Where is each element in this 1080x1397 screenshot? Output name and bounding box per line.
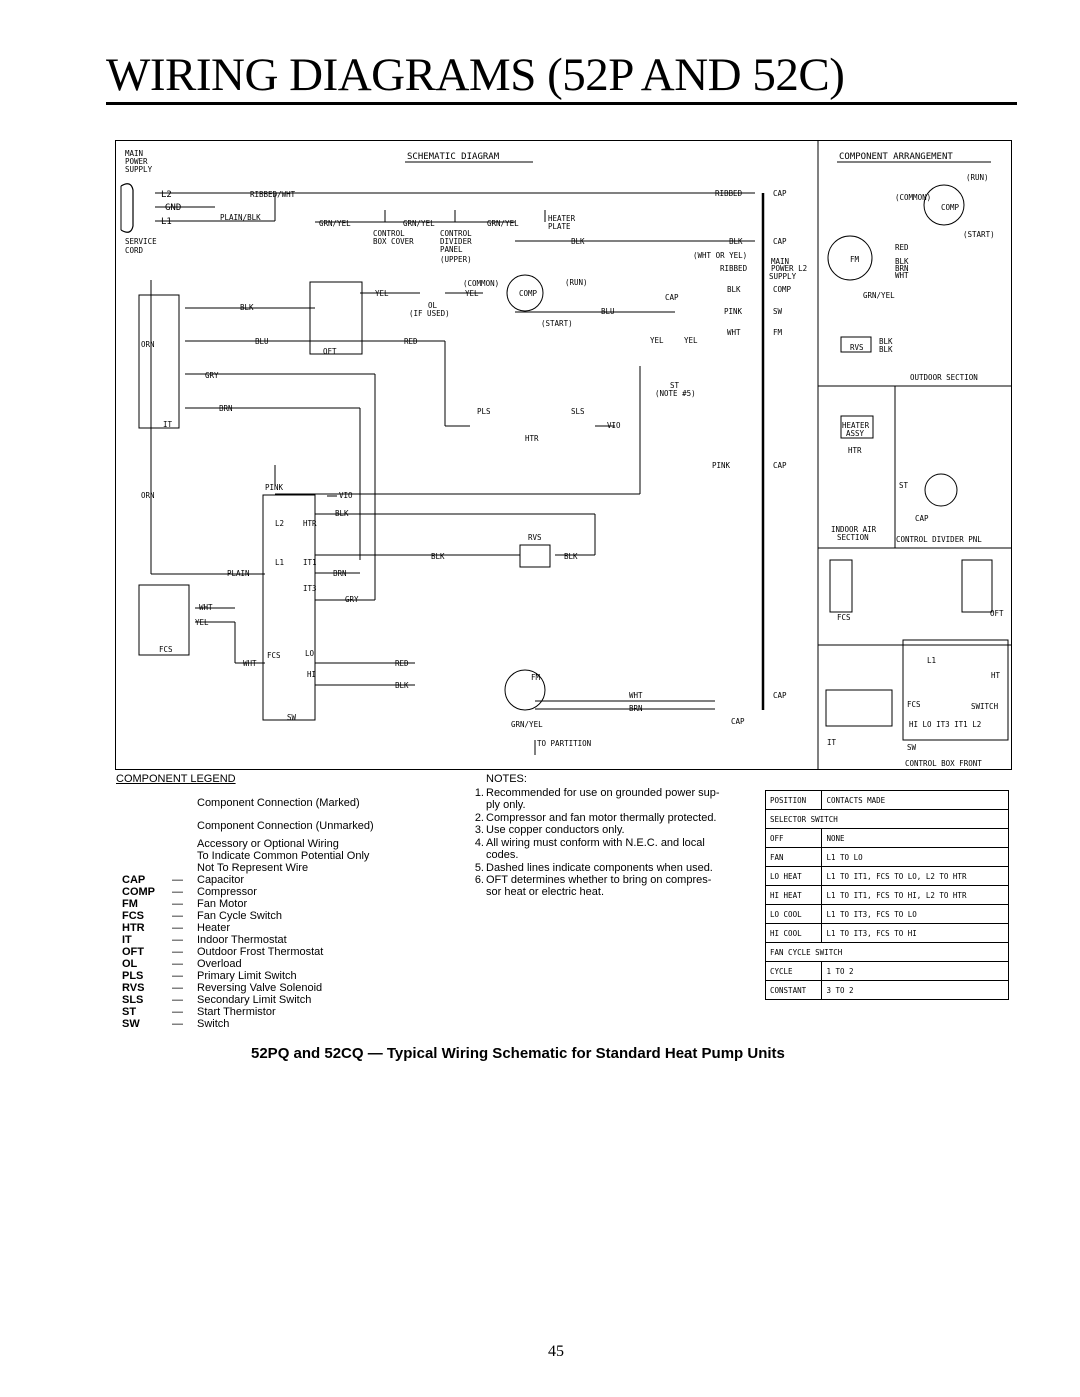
legend-heading: COMPONENT LEGEND xyxy=(116,773,236,785)
svg-text:ORN: ORN xyxy=(141,340,155,349)
svg-text:IT: IT xyxy=(827,738,837,747)
svg-text:BLK: BLK xyxy=(727,285,741,294)
legend-accessory-1: Accessory or Optional Wiring xyxy=(197,838,339,850)
svg-text:CORD: CORD xyxy=(125,246,144,255)
svg-text:BOX COVER: BOX COVER xyxy=(373,237,414,246)
table-cell: LO COOL xyxy=(766,905,822,924)
svg-text:SW: SW xyxy=(773,307,783,316)
svg-text:IT1: IT1 xyxy=(303,558,317,567)
svg-text:SERVICE: SERVICE xyxy=(125,237,157,246)
legend-desc: Reversing Valve Solenoid xyxy=(197,982,323,994)
svg-text:GRN/YEL: GRN/YEL xyxy=(511,720,543,729)
svg-text:(START): (START) xyxy=(541,319,573,328)
svg-text:BLK: BLK xyxy=(335,509,349,518)
svg-text:(RUN): (RUN) xyxy=(565,278,588,287)
svg-text:HTR: HTR xyxy=(303,519,317,528)
svg-text:PANEL: PANEL xyxy=(440,245,463,254)
svg-text:HT: HT xyxy=(991,671,1001,680)
svg-text:L1: L1 xyxy=(927,656,937,665)
svg-text:FCS: FCS xyxy=(267,651,281,660)
title-rule xyxy=(106,102,1017,105)
svg-text:WHT: WHT xyxy=(727,328,741,337)
svg-text:CONTROL: CONTROL xyxy=(440,229,472,238)
svg-text:ASSY: ASSY xyxy=(846,429,865,438)
table-section-title: SELECTOR SWITCH xyxy=(766,810,1009,829)
svg-text:SWITCH: SWITCH xyxy=(971,702,999,711)
svg-text:BRN: BRN xyxy=(219,404,233,413)
svg-text:SW: SW xyxy=(287,713,297,722)
wiring-diagram xyxy=(115,140,1012,770)
svg-text:SW: SW xyxy=(907,743,917,752)
note-number: 3. xyxy=(474,824,484,836)
page-number: 45 xyxy=(548,1343,564,1360)
svg-text:OFT: OFT xyxy=(990,609,1004,618)
svg-text:PINK: PINK xyxy=(712,461,731,470)
svg-text:BLU: BLU xyxy=(255,337,269,346)
svg-text:L2: L2 xyxy=(275,519,285,528)
svg-text:(IF USED): (IF USED) xyxy=(409,309,450,318)
note-number: 6. xyxy=(474,874,484,886)
svg-text:RIBBED: RIBBED xyxy=(715,189,743,198)
svg-text:FCS: FCS xyxy=(159,645,173,654)
legend-desc: Compressor xyxy=(197,886,257,898)
svg-text:WHT: WHT xyxy=(199,603,213,612)
legend-desc: Secondary Limit Switch xyxy=(197,994,312,1006)
svg-text:(WHT OR YEL): (WHT OR YEL) xyxy=(693,251,748,260)
svg-text:BLK: BLK xyxy=(240,303,254,312)
svg-text:ST: ST xyxy=(899,481,909,490)
svg-text:VIO: VIO xyxy=(339,491,353,500)
svg-text:HEATER: HEATER xyxy=(548,214,576,223)
svg-text:RVS: RVS xyxy=(528,533,542,542)
svg-text:BLK: BLK xyxy=(895,257,909,266)
notes-heading: NOTES: xyxy=(486,773,527,785)
svg-text:FM: FM xyxy=(531,673,541,682)
svg-text:BLK: BLK xyxy=(729,237,743,246)
svg-text:CAP: CAP xyxy=(731,717,745,726)
note-text: OFT determines whether to bring on compres- sor heat or electric heat. xyxy=(486,874,712,898)
table-cell: L1 TO IT3, FCS TO HI xyxy=(822,924,1009,943)
svg-text:YEL: YEL xyxy=(650,336,664,345)
table-cell: L1 TO LO xyxy=(822,848,1009,867)
svg-text:COMP: COMP xyxy=(941,203,960,212)
svg-text:RIBBED/WHT: RIBBED/WHT xyxy=(250,190,296,199)
svg-text:CAP: CAP xyxy=(773,691,787,700)
svg-text:CAP: CAP xyxy=(665,293,679,302)
svg-text:PLAIN: PLAIN xyxy=(227,569,250,578)
svg-text:BLK: BLK xyxy=(879,337,893,346)
svg-text:GRY: GRY xyxy=(345,595,359,604)
switch-table xyxy=(765,790,1009,1000)
figure-caption: 52PQ and 52CQ — Typical Wiring Schematic for Standard Heat Pump Units xyxy=(251,1045,785,1062)
svg-text:RED: RED xyxy=(895,243,909,252)
svg-text:BRN: BRN xyxy=(895,264,909,273)
table-cell: 3 TO 2 xyxy=(822,981,1009,1000)
legend-desc: Capacitor xyxy=(197,874,245,886)
svg-text:FCS: FCS xyxy=(837,613,851,622)
svg-text:RED: RED xyxy=(395,659,409,668)
svg-text:MAIN: MAIN xyxy=(771,257,790,266)
svg-text:CAP: CAP xyxy=(915,514,929,523)
svg-text:HI: HI xyxy=(307,670,317,679)
svg-text:PLATE: PLATE xyxy=(548,222,571,231)
legend-desc: Indoor Thermostat xyxy=(197,934,287,946)
svg-text:(RUN): (RUN) xyxy=(966,173,989,182)
svg-text:SUPPLY: SUPPLY xyxy=(125,165,153,174)
table-cell: HI HEAT xyxy=(766,886,822,905)
table-header: CONTACTS MADE xyxy=(822,791,1009,810)
notes xyxy=(466,773,756,898)
svg-text:SECTION: SECTION xyxy=(837,533,869,542)
legend-desc: Heater xyxy=(197,922,231,934)
svg-text:CONTROL DIVIDER PNL: CONTROL DIVIDER PNL xyxy=(896,535,982,544)
svg-text:COMP: COMP xyxy=(519,289,538,298)
table-cell: NONE xyxy=(822,829,1009,848)
svg-text:SCHEMATIC DIAGRAM: SCHEMATIC DIAGRAM xyxy=(407,152,500,162)
svg-text:L1: L1 xyxy=(161,217,172,227)
svg-text:GRN/YEL: GRN/YEL xyxy=(319,219,351,228)
note-number: 5. xyxy=(474,862,484,874)
svg-text:CAP: CAP xyxy=(773,237,787,246)
svg-text:DIVIDER: DIVIDER xyxy=(440,237,472,246)
svg-text:RIBBED: RIBBED xyxy=(720,264,748,273)
svg-text:OFT: OFT xyxy=(323,347,337,356)
svg-text:SLS: SLS xyxy=(571,407,585,416)
legend-desc: Primary Limit Switch xyxy=(197,970,297,982)
svg-text:VIO: VIO xyxy=(607,421,621,430)
component-legend: COMPONENT LEGEND Component Connection (Marked) Component Connection (Unmarked) Accessory or Optional Wiring To Indicate Common Potential Only Not To Represent Wire CAP — Capacitor COMP — Compressor FM — Fan Motor FCS — Fan Cycle Switch HTR — Heater IT — Indoor Thermostat OFT — Outdoor Frost Thermostat OL — Overload PLS — Primary Limit Switch RVS — Reversing Valve Solenoid SLS — Secondary Limit Switch ST — Start Thermistor SW — Switch xyxy=(116,773,476,785)
svg-text:BLK: BLK xyxy=(395,681,409,690)
legend-desc: Overload xyxy=(197,958,242,970)
svg-text:(UPPER): (UPPER) xyxy=(440,255,472,264)
table-cell: CONSTANT xyxy=(766,981,822,1000)
svg-text:PINK: PINK xyxy=(265,483,284,492)
note-text: Compressor and fan motor thermally protected. xyxy=(486,812,717,824)
svg-text:PLS: PLS xyxy=(477,407,491,416)
svg-text:GRN/YEL: GRN/YEL xyxy=(403,219,435,228)
table-cell: FAN xyxy=(766,848,822,867)
svg-text:L2: L2 xyxy=(161,190,172,200)
table-cell: LO HEAT xyxy=(766,867,822,886)
table-cell: L1 TO IT1, FCS TO HI, L2 TO HTR xyxy=(822,886,1009,905)
svg-text:YEL: YEL xyxy=(375,289,389,298)
svg-text:ORN: ORN xyxy=(141,491,155,500)
note-text: Use copper conductors only. xyxy=(486,824,625,836)
legend-abbr: OL xyxy=(122,958,138,970)
svg-text:GRN/YEL: GRN/YEL xyxy=(487,219,519,228)
svg-text:L1: L1 xyxy=(275,558,285,567)
svg-text:OL: OL xyxy=(428,301,438,310)
legend-desc: Switch xyxy=(197,1018,230,1030)
legend-abbr: SW xyxy=(122,1018,140,1030)
table-section-title: FAN CYCLE SWITCH xyxy=(766,943,1009,962)
svg-text:CONTROL: CONTROL xyxy=(373,229,405,238)
svg-text:CAP: CAP xyxy=(773,461,787,470)
legend-marked: Component Connection (Marked) xyxy=(197,797,360,809)
svg-text:RED: RED xyxy=(404,337,418,346)
note-text: Recommended for use on grounded power sup- ply only. xyxy=(486,787,720,811)
legend-abbr: IT xyxy=(122,934,132,946)
svg-text:GND: GND xyxy=(165,203,182,213)
svg-text:ST: ST xyxy=(670,381,680,390)
note-number: 2. xyxy=(474,812,484,824)
svg-text:FCS: FCS xyxy=(907,700,921,709)
svg-text:(NOTE #5): (NOTE #5) xyxy=(655,389,696,398)
svg-text:HTR: HTR xyxy=(848,446,862,455)
svg-text:HEATER: HEATER xyxy=(842,421,870,430)
table-cell: HI COOL xyxy=(766,924,822,943)
svg-text:COMPONENT ARRANGEMENT: COMPONENT ARRANGEMENT xyxy=(839,152,953,162)
svg-text:OUTDOOR SECTION: OUTDOOR SECTION xyxy=(910,373,978,382)
svg-text:BRN: BRN xyxy=(333,569,347,578)
svg-text:(COMMON): (COMMON) xyxy=(895,193,932,202)
svg-text:(COMMON): (COMMON) xyxy=(463,279,500,288)
legend-abbr: OFT xyxy=(122,946,144,958)
svg-text:FM: FM xyxy=(773,328,783,337)
svg-text:LO: LO xyxy=(305,649,315,658)
table-cell: CYCLE xyxy=(766,962,822,981)
table-header: POSITION xyxy=(766,791,822,810)
svg-text:HTR: HTR xyxy=(525,434,539,443)
legend-abbr: SLS xyxy=(122,994,144,1006)
svg-text:BLK: BLK xyxy=(564,552,578,561)
legend-abbr: FCS xyxy=(122,910,144,922)
svg-text:IT3: IT3 xyxy=(303,584,317,593)
svg-text:YEL: YEL xyxy=(195,618,209,627)
svg-text:CAP: CAP xyxy=(773,189,787,198)
svg-text:GRN/YEL: GRN/YEL xyxy=(863,291,895,300)
table-cell: L1 TO IT1, FCS TO LO, L2 TO HTR xyxy=(822,867,1009,886)
svg-text:WHT: WHT xyxy=(629,691,643,700)
svg-text:HI LO IT3 IT1 L2: HI LO IT3 IT1 L2 xyxy=(909,720,982,729)
legend-abbr: CAP xyxy=(122,874,146,886)
note-number: 4. xyxy=(474,837,484,849)
table-cell: L1 TO IT3, FCS TO LO xyxy=(822,905,1009,924)
diagram-frame xyxy=(116,141,1012,770)
svg-text:PINK: PINK xyxy=(724,307,743,316)
note-text: All wiring must conform with N.E.C. and local codes. xyxy=(486,837,705,861)
svg-text:(START): (START) xyxy=(963,230,995,239)
svg-text:INDOOR AIR: INDOOR AIR xyxy=(831,525,877,534)
svg-text:YEL: YEL xyxy=(465,289,479,298)
svg-text:IT: IT xyxy=(163,420,173,429)
svg-text:YEL: YEL xyxy=(684,336,698,345)
table-cell: OFF xyxy=(766,829,822,848)
legend-abbr: HTR xyxy=(122,922,145,934)
legend-abbr: COMP xyxy=(122,886,155,898)
svg-text:RVS: RVS xyxy=(850,343,864,352)
svg-text:CONTROL BOX FRONT: CONTROL BOX FRONT xyxy=(905,759,982,768)
svg-text:WHT: WHT xyxy=(243,659,257,668)
legend-desc: Start Thermistor xyxy=(197,1006,276,1018)
svg-text:POWER L2: POWER L2 xyxy=(771,264,808,273)
note-text: Dashed lines indicate components when used. xyxy=(486,862,713,874)
svg-text:BLK: BLK xyxy=(571,237,585,246)
legend-abbr: RVS xyxy=(122,982,145,994)
legend-accessory-2: To Indicate Common Potential Only xyxy=(197,850,370,862)
svg-text:BLK: BLK xyxy=(879,345,893,354)
table-cell: 1 TO 2 xyxy=(822,962,1009,981)
note-number: 1. xyxy=(474,787,484,799)
svg-text:POWER: POWER xyxy=(125,157,148,166)
svg-text:TO PARTITION: TO PARTITION xyxy=(537,739,592,748)
legend-abbr: FM xyxy=(122,898,138,910)
svg-text:BRN: BRN xyxy=(629,704,643,713)
legend-unmarked: Component Connection (Unmarked) xyxy=(197,820,374,832)
svg-text:COMP: COMP xyxy=(773,285,792,294)
legend-abbr: ST xyxy=(122,1006,137,1018)
legend-desc: Fan Motor xyxy=(197,898,248,910)
legend-accessory-3: Not To Represent Wire xyxy=(197,862,309,874)
svg-text:PLAIN/BLK: PLAIN/BLK xyxy=(220,213,261,222)
svg-text:SUPPLY: SUPPLY xyxy=(769,272,797,281)
svg-text:FM: FM xyxy=(850,255,860,264)
svg-text:MAIN: MAIN xyxy=(125,149,144,158)
legend-desc: Fan Cycle Switch xyxy=(197,910,282,922)
svg-text:BLK: BLK xyxy=(431,552,445,561)
svg-text:BLU: BLU xyxy=(601,307,615,316)
svg-text:GRY: GRY xyxy=(205,371,219,380)
legend-desc: Outdoor Frost Thermostat xyxy=(197,946,324,958)
svg-text:WHT: WHT xyxy=(895,271,909,280)
legend-abbr: PLS xyxy=(122,970,144,982)
page-title: WIRING DIAGRAMS (52P AND 52C) xyxy=(106,49,845,101)
